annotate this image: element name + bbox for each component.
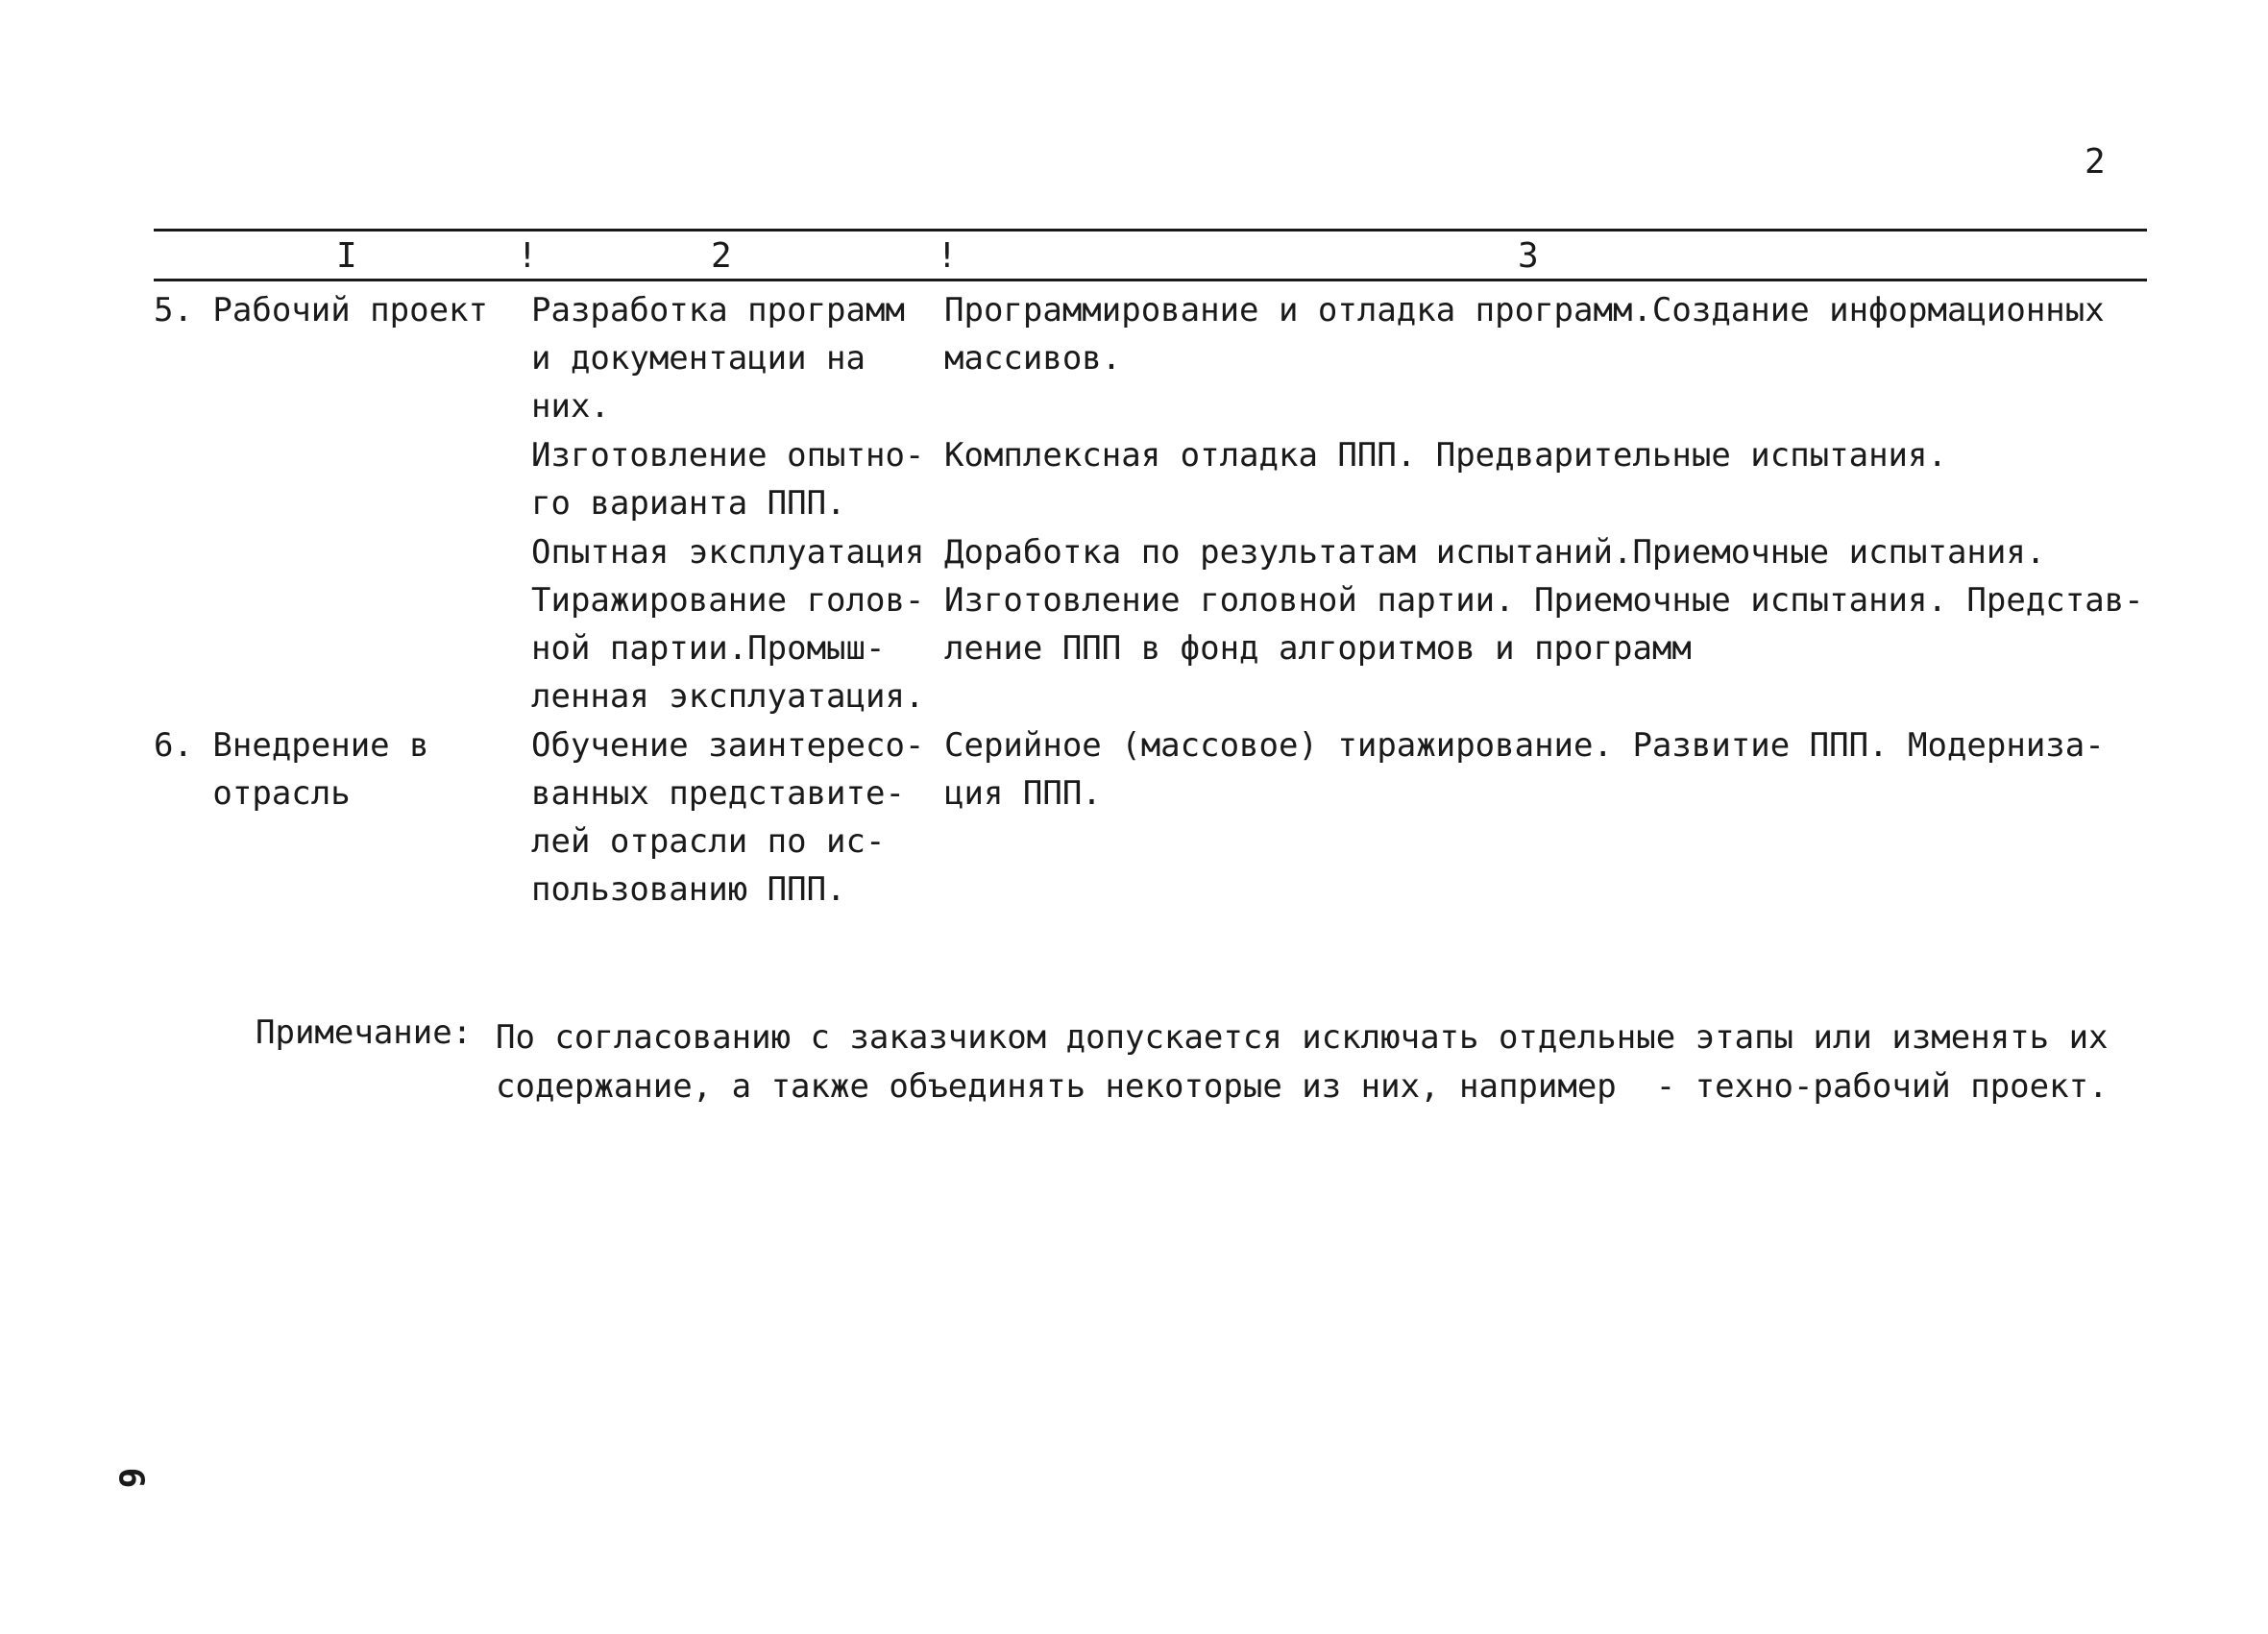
work-cell: Изготовление опытно- го варианта ППП. (531, 436, 925, 523)
column-separator: ! (517, 236, 538, 276)
note-text: По согласованию с заказчиком допускается исключать отдельные этапы или изменять их содержание, а также объединять некоторые из них, например - техно-рабочий проект. (496, 1018, 2109, 1106)
work-cell: Разработка программ и документации на них. (531, 291, 905, 426)
page-number: 2 (2085, 142, 2106, 182)
content-cell: Программирование и отладка программ.Создание информационных массивов. (944, 291, 2105, 378)
work-cell: Опытная эксплуатация (531, 533, 925, 572)
column-header-2: 2 (711, 236, 732, 276)
stage-cell: 6. Внедрение в отрасль (154, 726, 429, 813)
content-cell: Комплексная отладка ППП. Предварительные испытания. (944, 436, 1947, 475)
column-header-3: 3 (1518, 236, 1539, 276)
table-header-rule (154, 279, 2147, 281)
work-cell: Тиражирование голов- ной партии.Промыш- ленная эксплуатация. (531, 581, 925, 716)
content-cell: Изготовление головной партии. Приемочные испытания. Представ- ление ППП в фонд алгоритмов и программ (944, 581, 2144, 668)
content-cell: Серийное (массовое) тиражирование. Развитие ППП. Модерниза- ция ППП. (944, 726, 2105, 813)
column-separator: ! (937, 236, 958, 276)
side-page-number: 6 (110, 1467, 151, 1489)
work-cell: Обучение заинтересо- ванных представите- лей отрасли по ис- пользованию ППП. (531, 726, 925, 909)
table-top-rule (154, 229, 2147, 232)
column-header-1: I (336, 236, 357, 276)
stage-cell: 5. Рабочий проект (154, 291, 488, 329)
note-label: Примечание: (256, 1013, 473, 1052)
content-cell: Доработка по результатам испытаний.Приемочные испытания. (944, 533, 2046, 572)
